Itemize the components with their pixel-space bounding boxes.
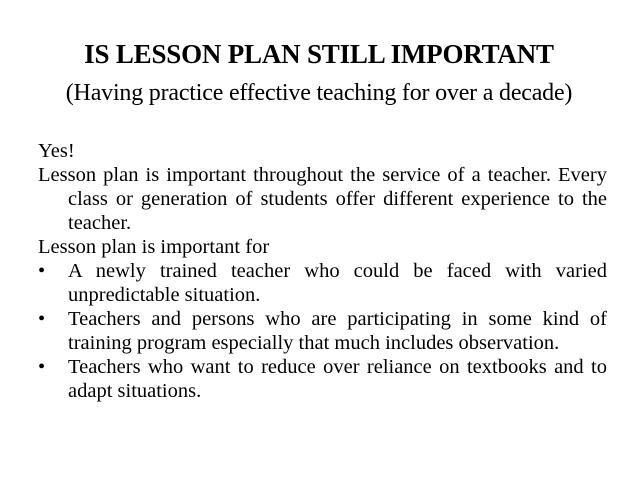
bullet-list [38, 259, 607, 403]
bullet-icon: • [38, 308, 46, 330]
slide-subtitle: (Having practice effective teaching for over a decade) [65, 80, 573, 106]
importance-paragraph: Lesson plan is important throughout the service of a teacher. Every class or generation of students offer different experience to the teacher. [38, 164, 607, 234]
slide-title: IS LESSON PLAN STILL IMPORTANT [84, 39, 554, 69]
lead-in-text: Lesson plan is important for [38, 236, 270, 258]
bullet-text: A newly trained teacher who could be faced with varied unpredictable situation. [68, 260, 607, 306]
bullet-item [38, 355, 607, 403]
bullet-text: Teachers and persons who are participating in some kind of training program especially that much includes observation. [68, 308, 607, 354]
bullet-icon: • [38, 356, 46, 378]
bullet-icon: • [38, 260, 46, 282]
bullet-text: Teachers who want to reduce over reliance on textbooks and to adapt situations. [68, 356, 607, 402]
intro-text: Yes! [38, 140, 75, 162]
bullet-item [38, 259, 607, 307]
slide-body [38, 139, 607, 403]
bullet-item [38, 307, 607, 355]
